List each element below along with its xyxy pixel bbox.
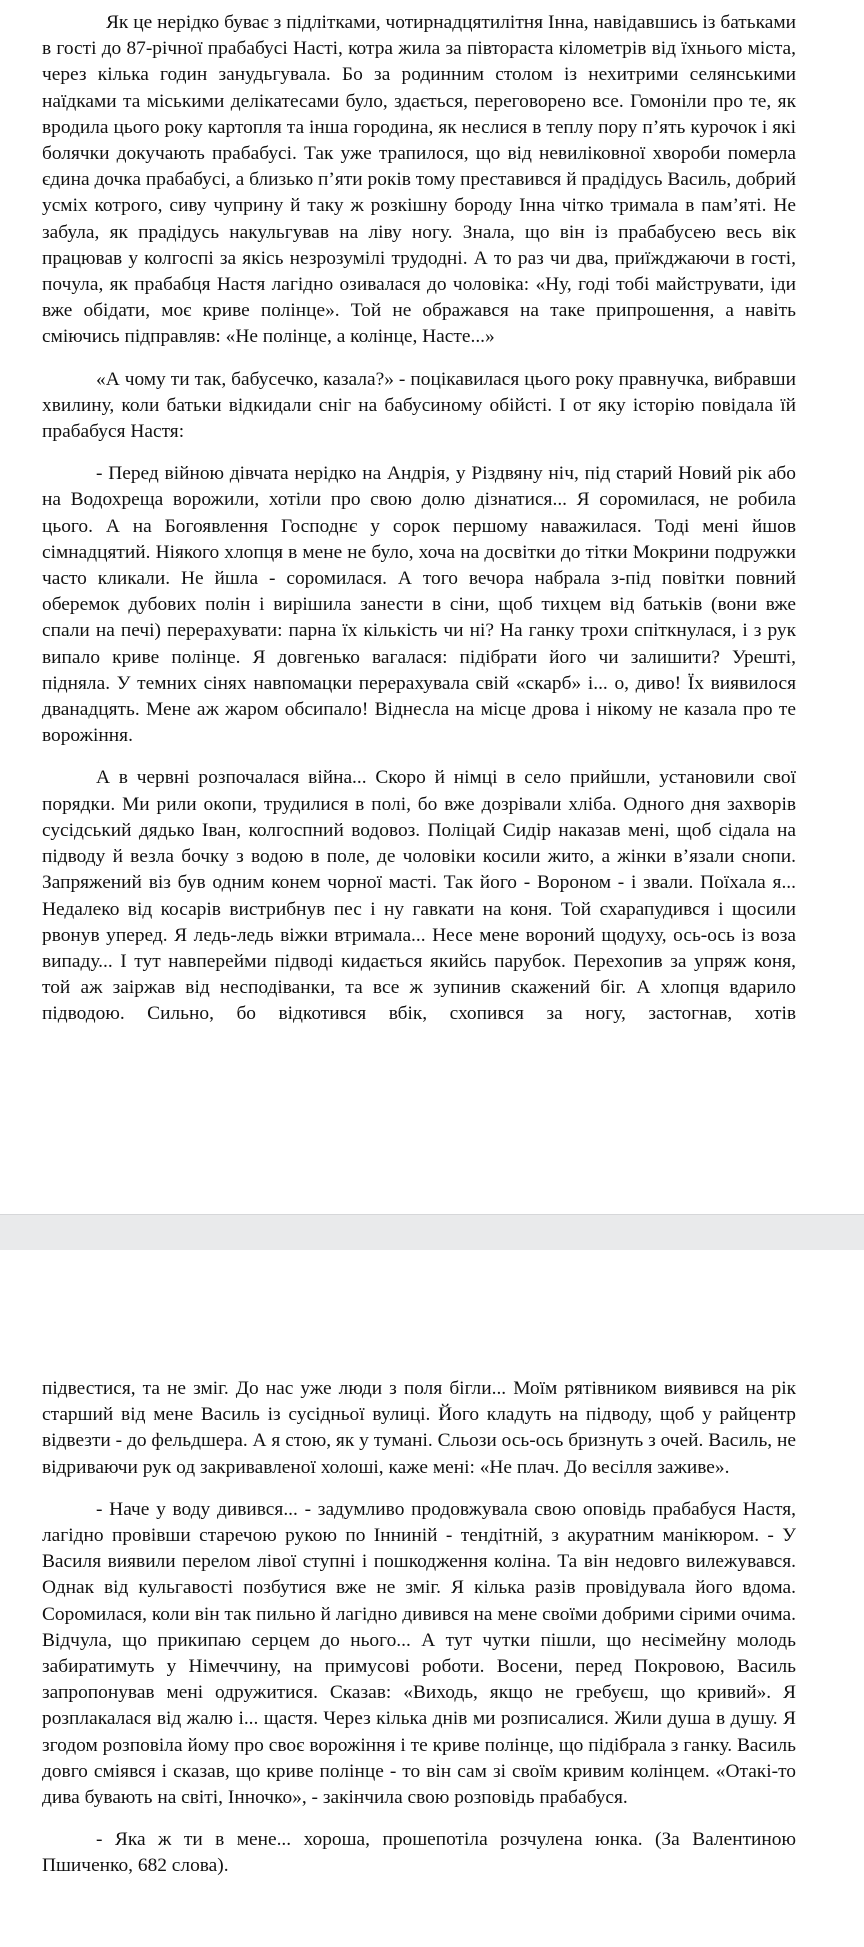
document-page-2 <box>0 1250 864 1947</box>
page-1-text-body <box>42 10 796 1044</box>
page-2-text-body <box>42 1376 796 1896</box>
paragraph-war-begins: А в червні розпочалася війна... Скоро й німці в село прийшли, установили свої порядки. Ми рили окопи, трудилися в полі, бо вже дозрівали хліба. Одного дня захворів сусідський дядько Іван, колгоспний водовоз. Поліцай Сидір наказав мені, щоб сідала на підводу й везла бочку з водою в поле, де чоловіки косили жито, а жінки в’язали снопи. Запряжений віз був одним конем чорної масті. Так його - Вороном - і звали. Поїхала я... Недалеко від косарів вистрибнув пес і ну гавкати на коня. Той схарапудився і щосили рвонув уперед. Я ледь-ледь віжки втримала... Несе мене вороний щодуху, ось-ось із воза випаду... І тут навперейми підводі кидається якийсь парубок. Перехопив за упряж коня, той аж заіржав від несподіванки, та все ж зупинив скажений біг. А хлопця вдарило підводою. Сильно, бо відкотився вбік, схопився за ногу, застогнав, хотів <box>42 767 796 1025</box>
paragraph-rescue-continued: підвестися, та не зміг. До нас уже люди з поля бігли... Моїм рятівником виявився на рік старший від мене Василь із сусідньої вулиці. Його кладуть на підводу, щоб у райцентр відвезти - до фельдшера. А я стою, як у тумані. Сльози ось-ось бризнуть з очей. Василь, не відриваючи рук од закривавленої холоші, каже мені: «Не плач. До весілля заживе». <box>42 1378 796 1478</box>
paragraph-ending: - Яка ж ти в мене... хороша, прошепотіла розчулена юнка. (За Валентиною Пшиченко, 682 слова). <box>42 1829 796 1877</box>
page-separator <box>0 1214 864 1250</box>
paragraph-fortune-telling: - Перед війною дівчата нерідко на Андрія, у Різдвяну ніч, під старий Новий рік або на Водохреща ворожили, хотіли про свою долю дізнатися... Я соромилася, не робила цього. А на Богоявлення Господнє у сорок першому наважилася. Тоді мені йшов сімнадцятий. Ніякого хлопця в мене не було, хоча на досвітки до тітки Мокрини подружки часто кликали. Не йшла - соромилася. А того вечора набрала з-під повітки повний оберемок дубових полін і вирішила занести в сіни, щоб тихцем від батьків (вони вже спали на печі) перерахувати: парна їх кількість чи ні? На ганку трохи спіткнулася, і з рук випало криве полінце. Я довгенько вагалася: підібрати його чи залишити? Урешті, підняла. У темних сінях навпомацки перерахувала свій «скарб» і... о, диво! Їх виявилося дванадцять. Мене аж жаром обсипало! Віднесла на місце дрова і нікому не казала про те ворожіння. <box>42 463 796 747</box>
paragraph-intro: Як це нерідко буває з підлітками, чотирнадцятилітня Інна, навідавшись із батьками в гості до 87-річної прабабусі Насті, котра жила за півтораста кілометрів від їхнього міста, через кілька годин занудьгувала. Бо за родинним столом із нехитрими селянськими наїдками та міськими делікатесами було, здається, переговорено все. Гомоніли про те, як вродила цього року картопля та інша городина, як неслися в теплу пору п’ять курочок і які болячки докучають прабабусі. Так уже трапилося, що від невиліковної хвороби померла єдина дочка прабабусі, а близько п’яти років тому преставився й прадідусь Василь, добрий усміх котрого, сиву чуприну й таку ж розкішну бороду Інна чітко тримала в пам’яті. Не забула, як прадідусь накульгував на ліву ногу. Знала, що він із прабабусею весь вік працював у колгоспі за якісь незрозумілі трудодні. А то раз чи два, приїжджаючи в гості, почула, як прабабця Настя лагідно озивалася до чоловіка: «Ну, годі тобі майструвати, іди вже обідати, моє криве полінце». Той не ображався на таке припрошення, а навіть сміючись підправляв: «Не полінце, а колінце, Насте...» <box>42 12 796 348</box>
paragraph-question: «А чому ти так, бабусечко, казала?» - поцікавилася цього року правнучка, вибравши хвилину, коли батьки відкидали сніг на бабусиному обійсті. І от яку історію повідала їй прабабуся Настя: <box>42 368 796 443</box>
paragraph-marriage: - Наче у воду дивився... - задумливо продовжувала свою оповідь прабабуся Настя, лагідно провівши старечою рукою по Інниній - тендітній, з акуратним манікюром. - У Василя виявили перелом лівої ступні і пошкодження коліна. Та він недовго вилежувався. Однак від кульгавості позбутися вже не зміг. Я кілька разів провідувала його вдома. Соромилася, коли він так пильно й лагідно дивився на мене своїми добрими сірими очима. Відчула, що прикипаю серцем до нього... А тут чутки пішли, що несімейну молодь забиратимуть у Німеччину, на примусові роботи. Восени, перед Покровою, Василь запропонував мені одружитися. Сказав: «Виходь, якщо не гребуєш, що кривий». Я розплакалася від жалю і... щастя. Через кілька днів ми розписалися. Жили душа в душу. Я згодом розповіла йому про своє ворожіння і те криве полінце, що підібрала з ганку. Василь довго сміявся і сказав, що криве полінце - то він сам зі своїм кривим колінцем. «Отакі-то дива бувають на світі, Інночко», - закінчила свою розповідь прабабуся. <box>42 1498 796 1809</box>
